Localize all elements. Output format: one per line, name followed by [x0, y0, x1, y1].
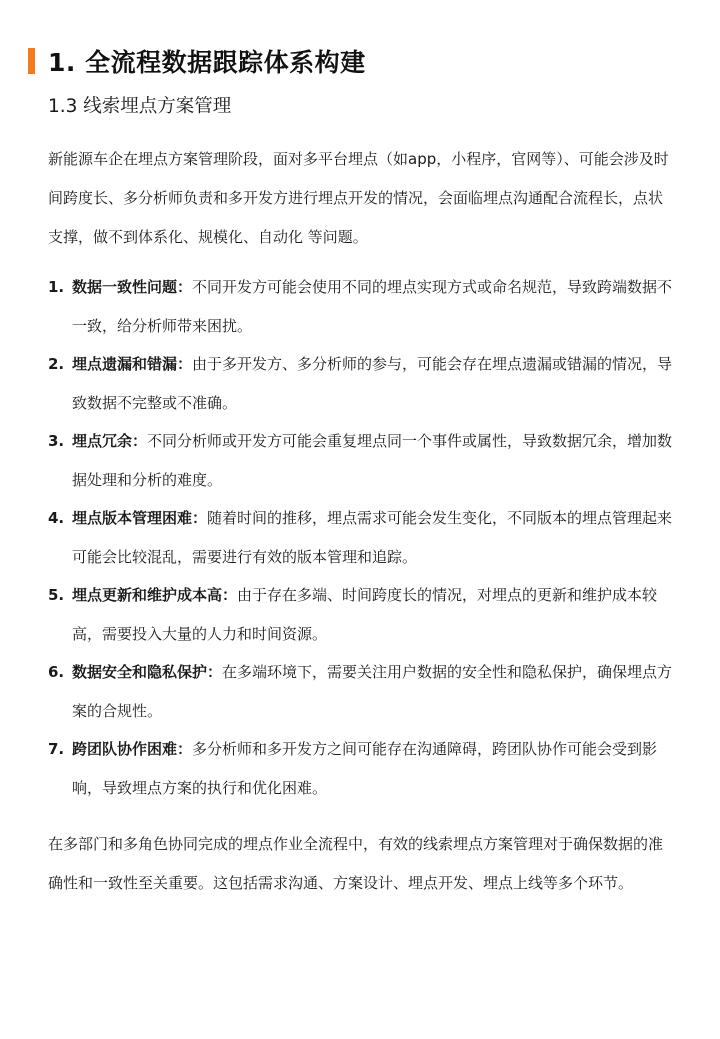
list-item-text: 随着时间的推移，埋点需求可能会发生变化，不同版本的埋点管理起来可能会比较混乱，需要进行有效的版本管理和追踪。: [72, 509, 673, 566]
list-item-number: 1.: [48, 278, 65, 296]
list-item-term: 埋点更新和维护成本高：: [72, 586, 238, 604]
list-item: [48, 653, 674, 730]
list-item: [48, 499, 674, 576]
list-item-number: 4.: [48, 509, 65, 527]
list-item-number: 3.: [48, 432, 65, 450]
list-item-text: 多分析师和多开发方之间可能存在沟通障碍，跨团队协作可能会受到影响，导致埋点方案的执行和优化困难。: [72, 740, 658, 797]
list-item: [48, 268, 674, 345]
list-item-number: 7.: [48, 740, 65, 758]
list-item: [48, 730, 674, 807]
list-item-text: 由于多开发方、多分析师的参与，可能会存在埋点遗漏或错漏的情况，导致数据不完整或不准确。: [72, 355, 673, 412]
outro-paragraph: 在多部门和多角色协同完成的埋点作业全流程中，有效的线索埋点方案管理对于确保数据的准确性和一致性至关重要。这包括需求沟通、方案设计、埋点开发、埋点上线等多个环节。: [48, 835, 664, 892]
list-item-term: 埋点版本管理困难：: [72, 509, 208, 527]
issue-list: [48, 268, 674, 807]
list-item-term: 埋点遗漏和错漏：: [72, 355, 193, 373]
list-item: [48, 345, 674, 422]
list-item-term: 数据安全和隐私保护：: [72, 663, 223, 681]
list-item-number: 5.: [48, 586, 65, 604]
list-item-term: 跨团队协作困难：: [72, 740, 193, 758]
list-item: [48, 422, 674, 499]
list-item-text: 在多端环境下，需要关注用户数据的安全性和隐私保护，确保埋点方案的合规性。: [72, 663, 673, 720]
section-title: 1. 全流程数据跟踪体系构建: [48, 48, 366, 77]
list-item-number: 6.: [48, 663, 65, 681]
section-heading: [28, 44, 366, 78]
list-item-text: 不同开发方可能会使用不同的埋点实现方式或命名规范，导致跨端数据不一致，给分析师带来困扰。: [72, 278, 673, 335]
subsection-title: 1.3 线索埋点方案管理: [48, 96, 232, 117]
list-item-term: 数据一致性问题：: [72, 278, 193, 296]
list-item-text: 由于存在多端、时间跨度长的情况，对埋点的更新和维护成本较高，需要投入大量的人力和时间资源。: [72, 586, 658, 643]
list-item-term: 埋点冗余：: [72, 432, 148, 450]
list-item-text: 不同分析师或开发方可能会重复埋点同一个事件或属性，导致数据冗余，增加数据处理和分析的难度。: [72, 432, 673, 489]
list-item: [48, 576, 674, 653]
intro-paragraph: 新能源车企在埋点方案管理阶段，面对多平台埋点（如app，小程序，官网等）、可能会涉及时间跨度长、多分析师负责和多开发方进行埋点开发的情况，会面临埋点沟通配合流程长，点状支撑，做不到体系化、规模化、自动化 等问题。: [48, 150, 669, 246]
heading-accent-bar: [28, 48, 35, 74]
list-item-number: 2.: [48, 355, 65, 373]
